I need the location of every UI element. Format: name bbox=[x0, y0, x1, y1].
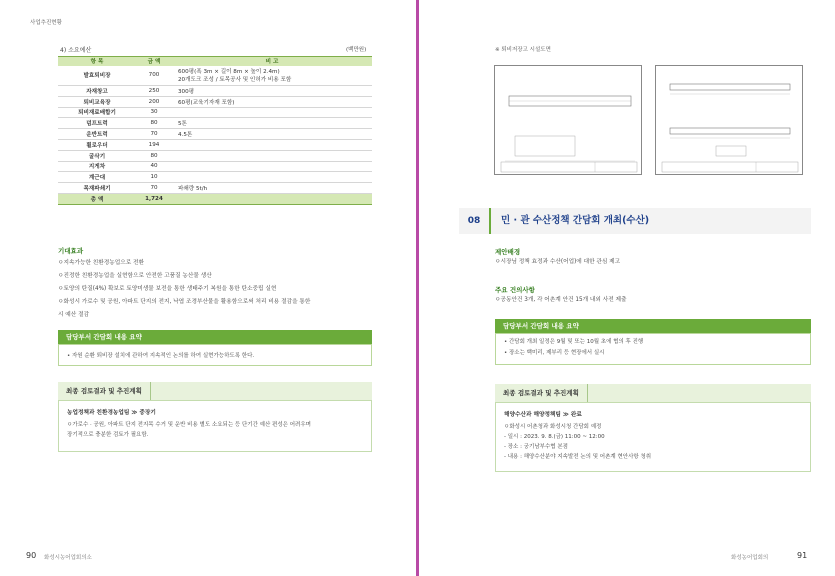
row-note bbox=[172, 161, 372, 172]
review-tab: 최종 검토결과 및 추진계획 bbox=[58, 382, 151, 400]
footer-text: 화성시농어업회의소 bbox=[44, 555, 92, 561]
summary-box bbox=[58, 344, 372, 366]
col-header-item: 항 목 bbox=[58, 57, 136, 66]
row-amount: 40 bbox=[136, 161, 172, 172]
page-number: 91 bbox=[797, 551, 808, 560]
row-amount: 30 bbox=[136, 107, 172, 118]
running-header: 사업추진현황 bbox=[30, 20, 62, 26]
review-line: ㅇ가로수 · 공원, 아파트 단지 전지목 수거 및 운반 비용 별도 소요되는 등 단기간 예산 편성은 어려우며 bbox=[67, 422, 311, 428]
row-amount: 10 bbox=[136, 172, 172, 183]
table-row bbox=[58, 107, 372, 118]
section-heading bbox=[459, 208, 811, 234]
list-item: 시 예산 절감 bbox=[58, 312, 90, 318]
section-title: 민 · 관 수산정책 간담회 개최(수산) bbox=[501, 215, 650, 226]
row-amount: 80 bbox=[136, 150, 172, 161]
row-note-line: 600평(폭 3m × 길이 8m × 높이 2.4m) bbox=[178, 69, 280, 76]
list-item: ㅇ지속가능한 친환경농업으로 전환 bbox=[58, 260, 145, 266]
elevation-svg bbox=[656, 66, 804, 176]
list-item: ㅇ토양의 탄질(4%) 확보로 토양미생물 보전을 통한 생태주기 복원을 통한 탄소중립 실현 bbox=[58, 286, 277, 292]
review-block bbox=[58, 382, 372, 452]
review-body bbox=[495, 402, 811, 472]
list-item: ㅇ화성시 가로수 및 공원, 아파트 단지의 전지, 낙엽 조경부산물을 활용함으로써 처리 비용 절감을 통한 bbox=[58, 299, 311, 305]
review-line: 장기적으로 충분한 검토가 필요함. bbox=[67, 432, 149, 438]
row-note: 5톤 bbox=[172, 118, 372, 129]
row-item: 발효퇴비장 bbox=[58, 66, 136, 86]
budget-table bbox=[58, 56, 372, 205]
table-row bbox=[58, 66, 372, 86]
right-page bbox=[419, 0, 835, 576]
summary-bar: 담당부서 간담회 내용 요약 bbox=[495, 319, 811, 333]
summary-box bbox=[495, 333, 811, 365]
row-note bbox=[172, 172, 372, 183]
summary-line: • 간담회 개최 일정은 9월 및 또는 10월 초에 협의 후 진행 bbox=[504, 339, 644, 345]
row-note bbox=[172, 150, 372, 161]
elevation-drawing bbox=[655, 65, 803, 175]
table-row bbox=[58, 129, 372, 140]
review-lead: 농업정책과 친환경농업팀 ≫ 중장기 bbox=[67, 410, 156, 416]
review-line: - 일시 : 2023. 9. 8.(금) 11:00 ~ 12:00 bbox=[504, 434, 605, 440]
row-item: 퇴비재료배합기 bbox=[58, 107, 136, 118]
effects-title: 기대효과 bbox=[58, 247, 84, 255]
table-row bbox=[58, 183, 372, 194]
col-header-amount: 금 액 bbox=[136, 57, 172, 66]
review-line: - 장소 : 궁기남부수협 본점 bbox=[504, 444, 568, 450]
row-amount: 80 bbox=[136, 118, 172, 129]
table-row bbox=[58, 139, 372, 150]
row-note-line: 20개도크 조성 / 토목공사 및 인허가 비용 포함 bbox=[178, 77, 292, 84]
left-page bbox=[0, 0, 416, 576]
summary-bar: 담당부서 간담회 내용 요약 bbox=[58, 330, 372, 344]
summary-text: • 자원 순환 퇴비장 설치에 관하여 지속적인 논의를 하여 실현가능하도록 한다. bbox=[67, 353, 255, 359]
row-item: 덤프트럭 bbox=[58, 118, 136, 129]
table-row bbox=[58, 150, 372, 161]
drawing-caption: ※ 퇴비저장고 시설도면 bbox=[495, 47, 551, 53]
review-tab: 최종 검토결과 및 추진계획 bbox=[495, 384, 588, 402]
budget-subtitle: 4) 소요예산 bbox=[60, 47, 92, 54]
row-item: 휠로우더 bbox=[58, 139, 136, 150]
row-item: 계근대 bbox=[58, 172, 136, 183]
row-amount: 250 bbox=[136, 86, 172, 97]
floor-plan-drawing bbox=[494, 65, 642, 175]
row-note: 4.5톤 bbox=[172, 129, 372, 140]
row-note: 300평 bbox=[172, 86, 372, 97]
floor-plan-svg bbox=[495, 66, 643, 176]
row-note bbox=[172, 139, 372, 150]
total-label: 총 액 bbox=[58, 193, 136, 204]
row-note bbox=[172, 66, 372, 86]
effects-list bbox=[58, 257, 310, 322]
row-item: 자재창고 bbox=[58, 86, 136, 97]
table-row bbox=[58, 86, 372, 97]
review-body bbox=[58, 400, 372, 452]
suggestions-title: 주요 건의사항 bbox=[495, 286, 535, 294]
row-note bbox=[172, 107, 372, 118]
review-line: ㅇ화성시 어촌청과 화성시청 간담회 예정 bbox=[504, 424, 602, 430]
row-amount: 200 bbox=[136, 96, 172, 107]
row-item: 운반트럭 bbox=[58, 129, 136, 140]
summary-line: • 장소는 백미리, 제부리 등 현장에서 실시 bbox=[504, 350, 605, 356]
list-item: ㅇ시장님 정책 효정과 수산(어업)에 대한 관심 제고 bbox=[495, 259, 621, 265]
total-amount: 1,724 bbox=[136, 193, 172, 204]
table-total-row bbox=[58, 193, 372, 204]
list-item: ㅇ공동안건 3개, 각 어촌계 안건 15개 내외 사전 제출 bbox=[495, 297, 627, 303]
row-amount: 700 bbox=[136, 66, 172, 86]
row-item: 퇴비교육장 bbox=[58, 96, 136, 107]
page-number: 90 bbox=[26, 551, 37, 560]
row-amount: 70 bbox=[136, 129, 172, 140]
row-amount: 70 bbox=[136, 183, 172, 194]
row-item: 지게차 bbox=[58, 161, 136, 172]
section-number: 08 bbox=[459, 208, 491, 234]
footer-text: 화성농어업회의 bbox=[731, 555, 769, 561]
list-item: ㅇ진정한 친환경농업을 실현함으로 안전한 고품질 농산물 생산 bbox=[58, 273, 212, 279]
review-block bbox=[495, 384, 811, 472]
suggestions-list bbox=[495, 294, 627, 307]
review-line: - 내용 : 해양수산분야 지속발전 논의 및 어촌계 현안사항 청취 bbox=[504, 454, 652, 460]
table-row bbox=[58, 161, 372, 172]
row-item: 목재파쇄기 bbox=[58, 183, 136, 194]
row-item: 굴삭기 bbox=[58, 150, 136, 161]
table-row bbox=[58, 172, 372, 183]
budget-table-header bbox=[58, 57, 372, 66]
row-note: 60평(교육기자재 포함) bbox=[172, 96, 372, 107]
table-row bbox=[58, 96, 372, 107]
review-lead: 해양수산과 해양정책팀 ≫ 완료 bbox=[504, 412, 582, 418]
row-note: 파쇄량 5t/h bbox=[172, 183, 372, 194]
background-list bbox=[495, 256, 620, 269]
col-header-note: 비 고 bbox=[172, 57, 372, 66]
table-row bbox=[58, 118, 372, 129]
row-amount: 194 bbox=[136, 139, 172, 150]
budget-unit: (백만원) bbox=[346, 47, 367, 53]
background-title: 제안배경 bbox=[495, 248, 521, 256]
